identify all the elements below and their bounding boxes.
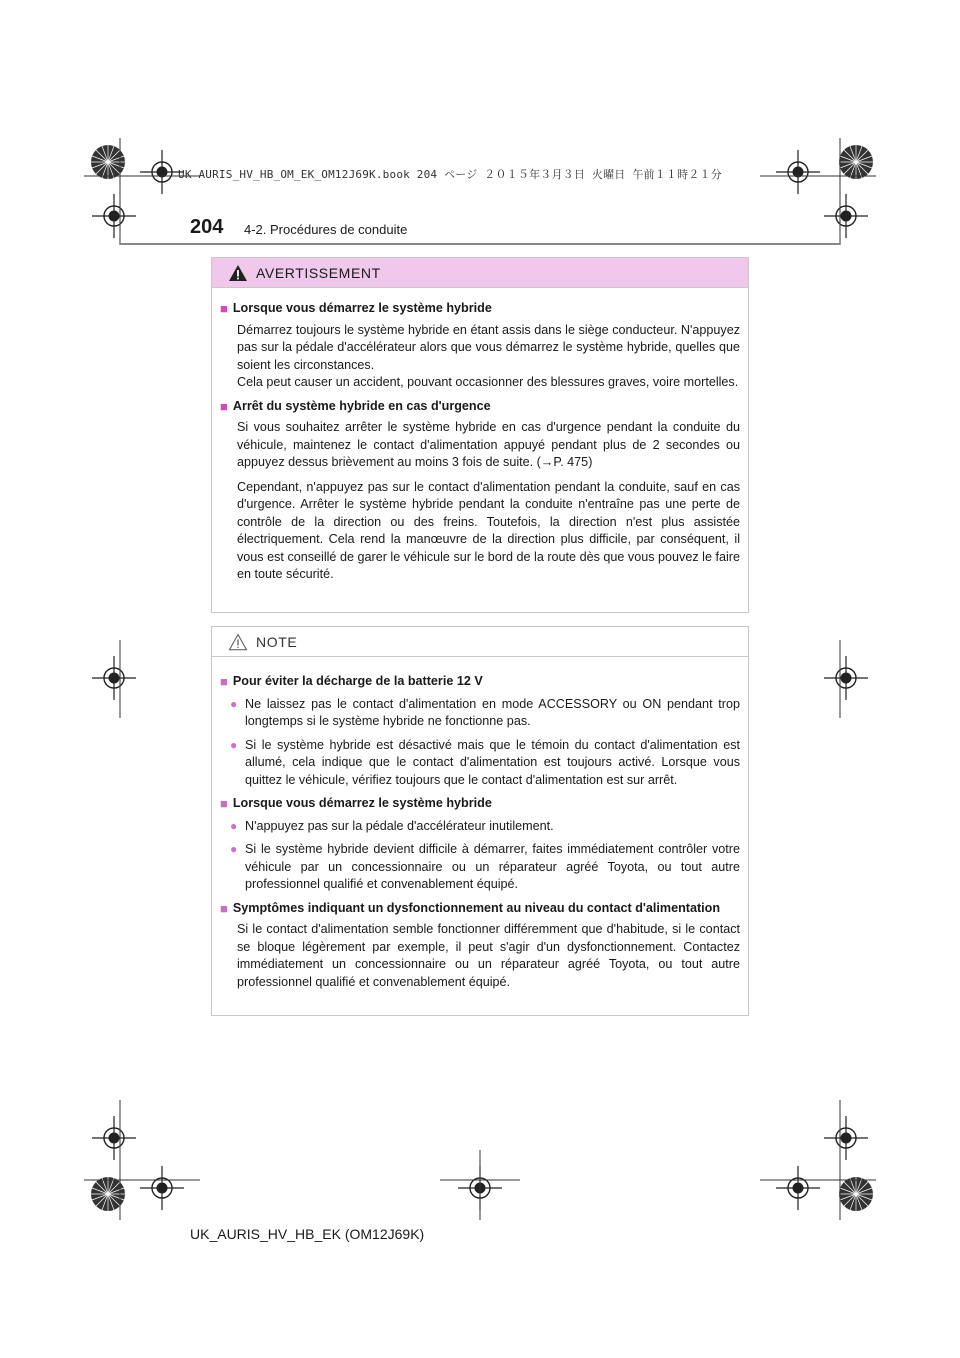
square-bullet-icon: ■ [220, 900, 228, 916]
warning-triangle-icon [228, 264, 248, 282]
warning-paragraph: Cela peut causer un accident, pouvant occasionner des blessures graves, voire mortelles. [237, 375, 739, 389]
round-bullet-icon: ● [230, 696, 238, 711]
header-rule [120, 243, 840, 245]
note-title: NOTE [256, 633, 298, 650]
warning-header [212, 258, 748, 288]
caution-triangle-outline-icon [228, 633, 248, 651]
round-bullet-icon: ● [230, 842, 238, 856]
warning-title: AVERTISSEMENT [256, 264, 381, 281]
registration-mark-icon [824, 1116, 868, 1160]
note-header [212, 627, 748, 657]
warning-item-title: ■ Arrêt du système hybride en cas d'urgence [220, 398, 491, 414]
registration-mark-icon [140, 1166, 184, 1210]
document-code: UK_AURIS_HV_HB_EK (OM12J69K) [190, 1226, 425, 1242]
square-bullet-icon: ■ [220, 398, 228, 414]
note-bullet: ● Si le système hybride est désactivé mais que le témoin du contact d'alimentation est allumé, cela indique que le contact d'alimentation est toujours activé. Lorsque vous quittez le véhicule, vérifiez toujours que le contact d'alimentation est sur arrêt. [230, 737, 740, 790]
note-bullet: ● N'appuyez pas sur la pédale d'accélérateur inutilement. [230, 818, 740, 836]
warning-paragraph: Démarrez toujours le système hybride en étant assis dans le siège conducteur. N'appuyez pas sur la pédale d'accélérateur alors que vous démarrez le système hybride, quelles que soient les circonstances. [237, 322, 740, 372]
square-bullet-icon: ■ [220, 674, 228, 689]
registration-mark-icon [92, 194, 136, 238]
registration-mark-icon [776, 150, 820, 194]
note-paragraph: Si le contact d'alimentation semble fonctionner différemment que d'habitude, si le contact se bloque légèrement par exemple, il peut s'agir d'un dysfonctionnement. Contactez immédiatement un concessionnaire ou un réparateur agréé Toyota, ou tout autre professionnel qualifié et convenablement équipé. [237, 922, 740, 989]
note-item-title: ■ Lorsque vous démarrez le système hybride [220, 796, 492, 811]
note-item-title: ■ Symptômes indiquant un dysfonctionnement au niveau du contact d'alimentation [220, 900, 721, 916]
square-bullet-icon: ■ [220, 301, 228, 316]
note-bullet: ● Ne laissez pas le contact d'alimentation en mode ACCESSORY ou ON pendant trop longtemps si le système hybride ne fonctionne pas. [230, 696, 740, 731]
registration-mark-icon [140, 150, 184, 194]
note-box [211, 626, 749, 1016]
note-item-title: ■ Pour éviter la décharge de la batterie 12 V [220, 674, 483, 689]
print-stamp: UK AURIS_HV_HB_OM_EK_OM12J69K.book 204 ページ ２０１５年３月３日 火曜日 午前１１時２１分 [178, 168, 722, 181]
square-bullet-icon: ■ [220, 796, 228, 811]
warning-box [211, 257, 749, 613]
note-bullet: ● Si le système hybride devient difficile à démarrer, faites immédiatement contrôler votre véhicule par un concessionnaire ou un réparateur agréé Toyota, ou tout autre professionnel qualifié et convenablement équipé. [230, 841, 740, 894]
registration-mark-icon [92, 656, 136, 700]
registration-mark-icon [92, 1116, 136, 1160]
section-title: 4-2. Procédures de conduite [244, 222, 408, 237]
registration-mark-icon [824, 194, 868, 238]
radial-target-icon [839, 1177, 873, 1211]
round-bullet-icon: ● [230, 818, 238, 833]
page-number: 204 [190, 216, 224, 238]
registration-mark-icon [824, 656, 868, 700]
warning-paragraph: Cependant, n'appuyez pas sur le contact d'alimentation pendant la conduite, sauf en cas d'urgence. Arrêter le système hybride pendant la conduite n'entraîne pas une perte de contrôle de la direction ou des freins. Toutefois, la direction n'est plus assistée électriquement. Cela rend la manœuvre de la direction plus difficile, par conséquent, il vous est conseillé de garer le véhicule sur le bord de la route dès que vous pouvez le faire en toute sécurité. [237, 479, 740, 581]
registration-mark-icon [776, 1166, 820, 1210]
warning-paragraph: Si vous souhaitez arrêter le système hybride en cas d'urgence pendant la conduite du véhicule, maintenez le contact d'alimentation appuyé pendant plus de 2 secondes ou appuyez dessus brièvement au moins 3 fois de suite. (→P. 475) [237, 420, 740, 469]
round-bullet-icon: ● [230, 737, 238, 752]
radial-target-icon [839, 145, 873, 179]
warning-item-title: ■ Lorsque vous démarrez le système hybride [220, 301, 492, 316]
